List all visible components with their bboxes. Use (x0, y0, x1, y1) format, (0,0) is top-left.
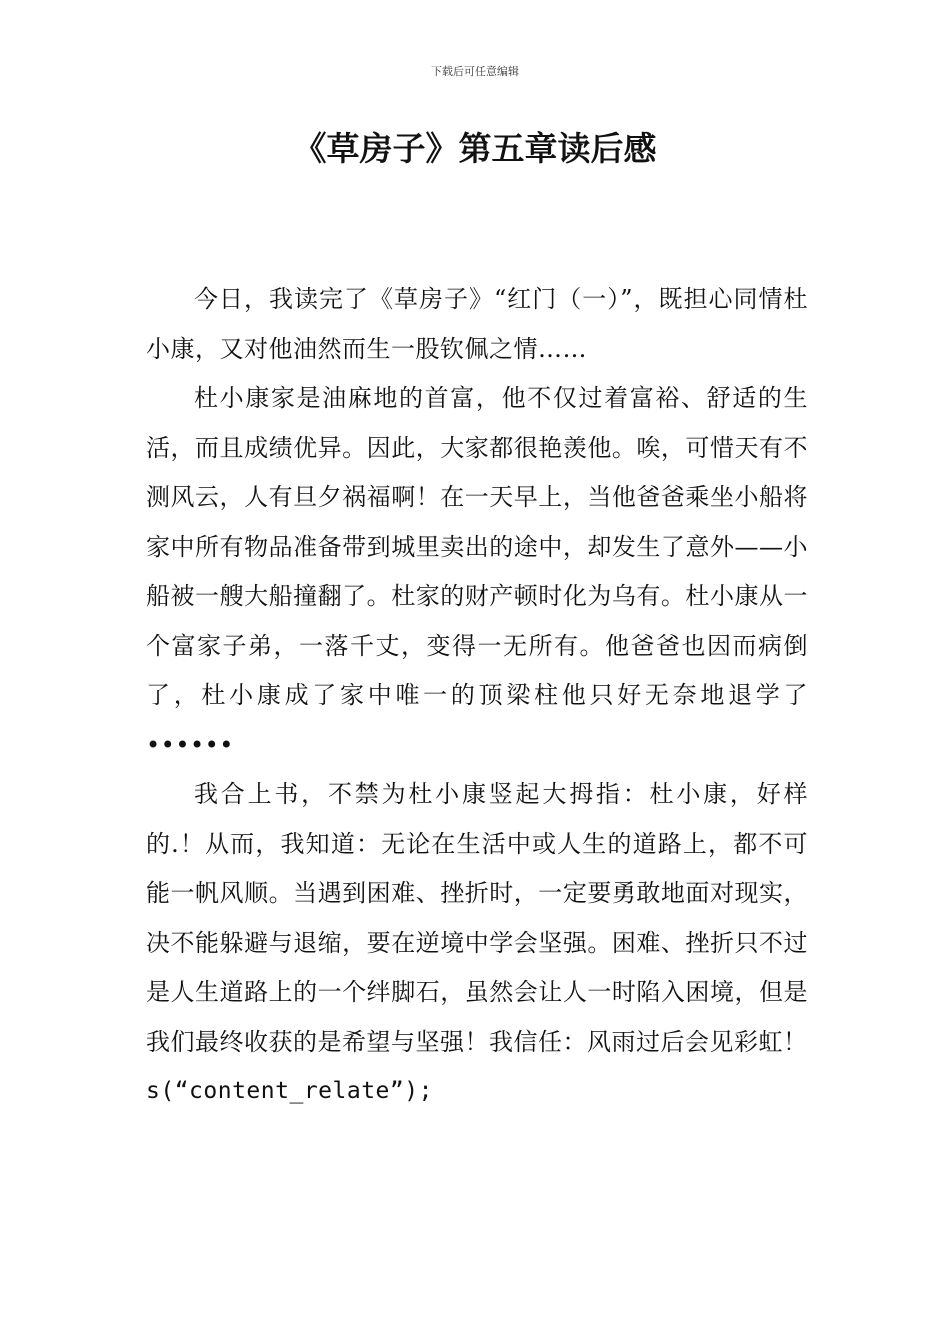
paragraph-1: 今日，我读完了《草房子》“红门（一）”，既担心同情杜小康，又对他油然而生一股钦佩之情…… (146, 285, 808, 363)
header-note: 下载后可任意编辑 (431, 65, 519, 78)
code-line: s(“content_relate”); (146, 1078, 433, 1104)
document-body (146, 275, 808, 1117)
paragraph-2: 杜小康家是油麻地的首富，他不仅过着富裕、舒适的生活，而且成绩优异。因此，大家都很艳羡他。唉，可惜天有不测风云，人有旦夕祸福啊！在一天早上，当他爸爸乘坐小船将家中所有物品准备带到城里卖出的途中，却发生了意外——小船被一艘大船撞翻了。杜家的财产顿时化为乌有。杜小康从一个富家子弟，一落千丈，变得一无所有。他爸爸也因而病倒了，杜小康成了家中唯一的顶梁柱他只好无奈地退学了•••••• (146, 384, 808, 759)
document-title: 《草房子》第五章读后感 (293, 129, 657, 168)
paragraph-3: 我合上书，不禁为杜小康竖起大拇指：杜小康，好样的.！从而，我知道：无论在生活中或人生的道路上，都不可能一帆风顺。当遇到困难、挫折时，一定要勇敢地面对现实，决不能躲避与退缩，要在逆境中学会坚强。困难、挫折只不过是人生道路上的一个绊脚石，虽然会让人一时陷入困境，但是我们最终收获的是希望与坚强！我信任：风雨过后会见彩虹！ (146, 780, 808, 1056)
